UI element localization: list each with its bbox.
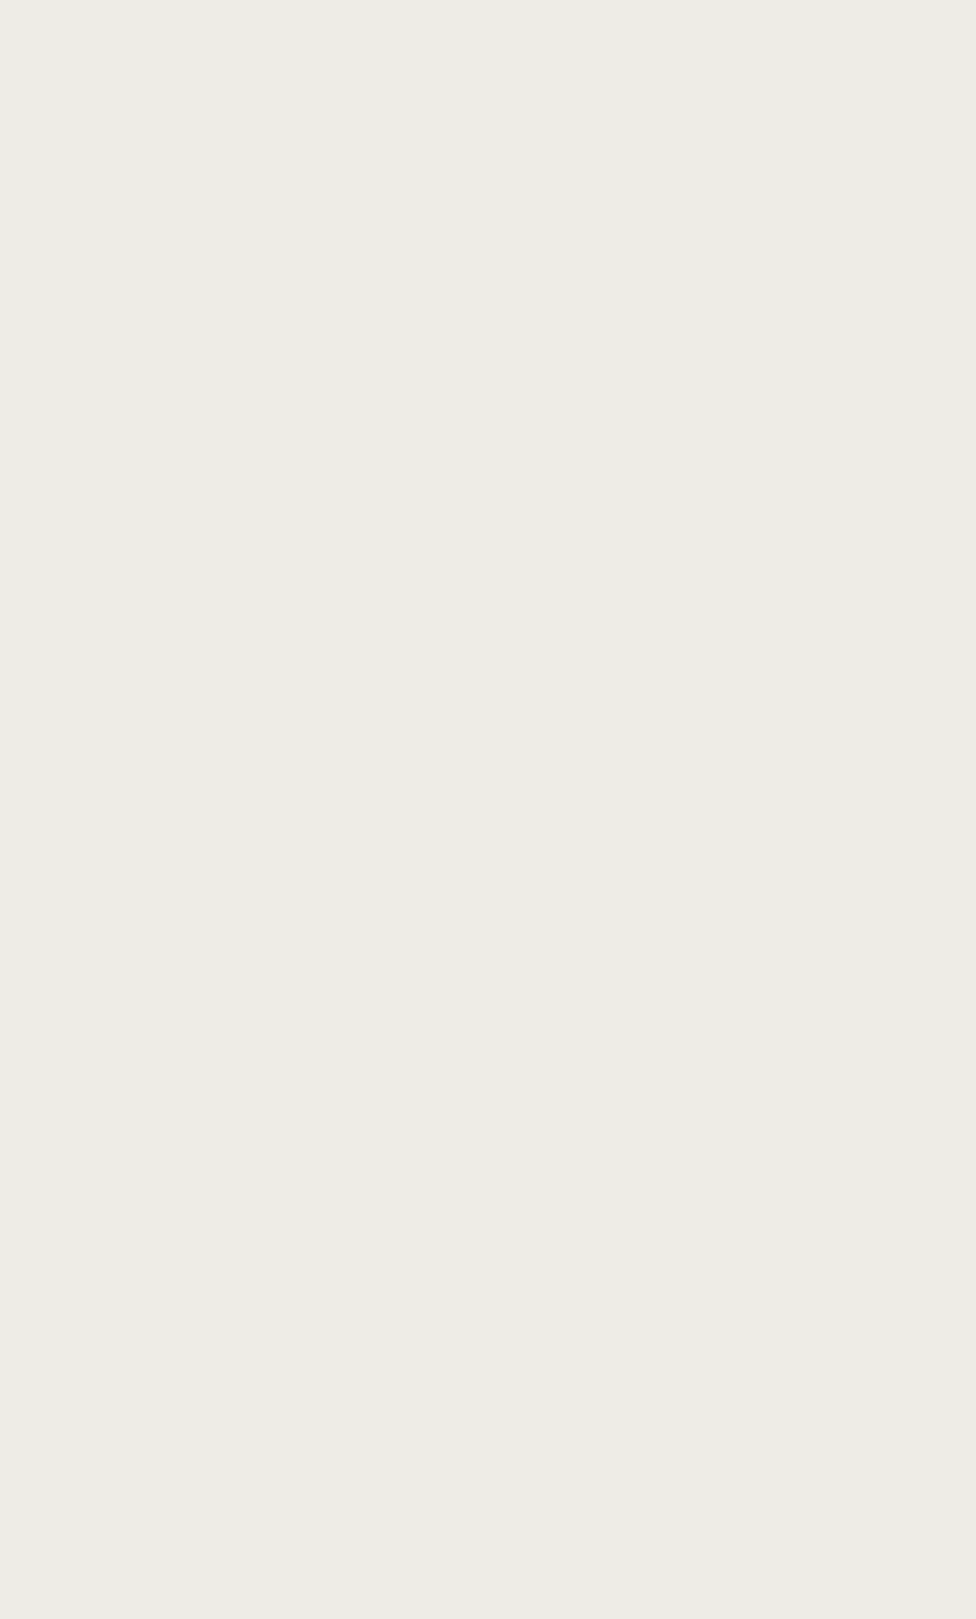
item-213-paragraph xyxy=(50,247,690,283)
